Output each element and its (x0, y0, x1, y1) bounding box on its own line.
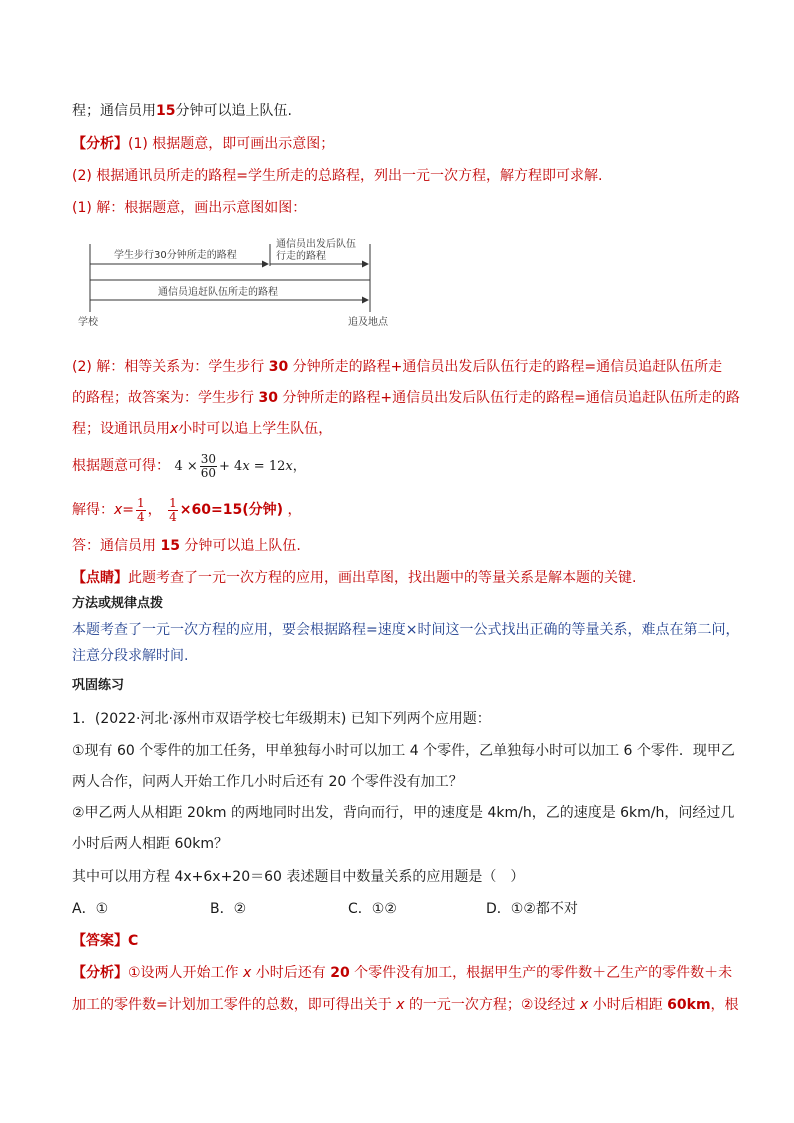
route-diagram (78, 236, 408, 331)
seg3-label: 通信员追赶队伍所走的路程 (158, 287, 278, 298)
solution-tail-line: 程；通信员用15分钟可以追上队伍. (72, 103, 292, 119)
solution-part-2-line-1: (2) 解：相等关系为：学生步行 30 分钟所走的路程+通信员出发后队伍行走的路程=通信员追赶队伍所走 (72, 359, 723, 375)
method-line-2: 注意分段求解时间. (72, 648, 189, 664)
analysis-line-1: 【分析】(1) 根据题意，即可画出示意图； (72, 136, 335, 152)
method-line-1: 本题考查了一元一次方程的应用，要会根据路程=速度×时间这一公式找出正确的等量关系，难点在第二问， (72, 622, 740, 638)
seg2-label-line1: 通信员出发后队伍 (276, 239, 356, 250)
analysis-line-2: (2) 根据通讯员所走的路程=学生所走的总路程，列出一元一次方程，解方程即可求解. (72, 168, 603, 184)
solution-part-2-line-3: 程；设通讯员用x小时可以追上学生队伍， (72, 421, 333, 437)
seg2-label-line2: 行走的路程 (276, 251, 326, 262)
analysis-3-line-2: 加工的零件数=计划加工零件的总数，即可得出关于 x 的一元一次方程；②设经过 x 小时后相距 60km，根 (72, 997, 739, 1013)
analysis-3-line-1: 【分析】①设两人开始工作 x 小时后还有 20 个零件没有加工，根据甲生产的零件数＋乙生产的零件数＋未 (72, 965, 733, 981)
option-a: A．① (72, 901, 109, 917)
solution-part-2-line-2: 的路程；故答案为：学生步行 30 分钟所走的路程+通信员出发后队伍行走的路程=通信员追赶队伍所走的路 (72, 390, 740, 406)
problem-1-line-1: ①现有 60 个零件的加工任务，甲单独每小时可以加工 4 个零件，乙单独每小时可以加工 6 个零件．现甲乙 (72, 743, 735, 759)
problem-2-line-1: ②甲乙两人从相距 20km 的两地同时出发，背向而行，甲的速度是 4km/h，乙的速度是 6km/h，问经过几 (72, 805, 735, 821)
answer-label: 【答案】C (72, 933, 139, 949)
problem-2-line-2: 小时后两人相距 60km？ (72, 836, 229, 852)
option-c: C．①② (348, 901, 397, 917)
problem-1-line-2: 两人合作，问两人开始工作几小时后还有 20 个零件没有加工？ (72, 774, 463, 790)
solve-line: 解得：x= $\frac{1}{4}$ ， $\frac{1}{4}$ ×60=15(分钟) ， (72, 495, 302, 524)
meeting-point-label: 追及地点 (348, 317, 388, 328)
equation-line: 根据题意可得： 4 × $\frac{30}{60}$ + 4x = 12x， (72, 452, 306, 480)
school-label: 学校 (78, 317, 98, 328)
question-header: 1．(2022·河北·涿州市双语学校七年级期末) 已知下列两个应用题： (72, 711, 491, 727)
option-d: D．①②都不对 (486, 901, 578, 917)
practice-title: 巩固练习 (72, 678, 125, 693)
question-ask: 其中可以用方程 4x+6x+20＝60 表述题目中数量关系的应用题是（ ） (72, 869, 525, 885)
solution-part-1: (1) 解：根据题意，画出示意图如图： (72, 200, 307, 216)
method-title: 方法或规律点拨 (72, 596, 164, 611)
option-b: B．② (210, 901, 247, 917)
seg1-label: 学生步行30分钟所走的路程 (114, 250, 237, 261)
comment-line: 【点睛】此题考查了一元一次方程的应用，画出草图，找出题中的等量关系是解本题的关键. (72, 570, 637, 586)
equation: 4 × $\frac{30}{60}$ + 4x = 12x， (174, 452, 306, 480)
answer-line: 答：通信员用 15 分钟可以追上队伍. (72, 538, 301, 554)
